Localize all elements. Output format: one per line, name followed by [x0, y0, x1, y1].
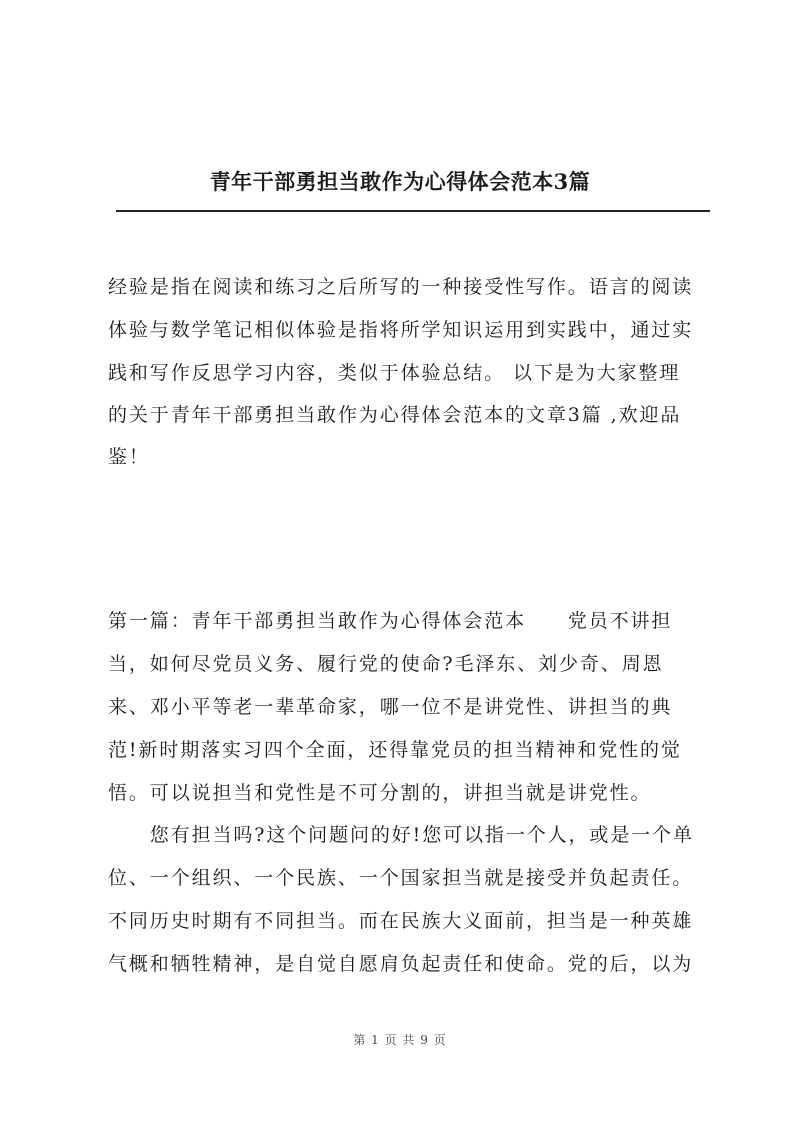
text-line: 经验是指在阅读和练习之后所写的一种接受性写作。语言的阅读 — [108, 276, 694, 298]
text-line: 不同历史时期有不同担当。而在民族大义面前，担当是一种英雄 — [108, 910, 694, 932]
document-title: 青年干部勇担当敢作为心得体会范本3篇 — [209, 169, 591, 194]
text-line: 气概和牺牲精神，是自觉自愿肩负起责任和使命。党的后，以为 — [108, 953, 694, 975]
text-line: 您有担当吗?这个问题问的好!您可以指一个人，或是一个单 — [108, 824, 694, 846]
text-line: 体验与数学笔记相似体验是指将所学知识运用到实践中，通过实 — [108, 319, 694, 341]
text-line: 范!新时期落实习四个全面，还得靠党员的担当精神和党性的觉 — [108, 739, 682, 761]
text-line: 位、一个组织、一个民族、一个国家担当就是接受并负起责任。 — [108, 867, 694, 889]
text-line: 的关于青年干部勇担当敢作为心得体会范本的文章3篇 ,欢迎品 — [108, 404, 682, 426]
page-footer: 第 1 页 共 9 页 — [353, 1033, 447, 1047]
text-line: 悟。可以说担当和党性是不可分割的，讲担当就是讲党性。 — [108, 782, 652, 804]
text-line: 当，如何尽党员义务、履行党的使命?毛泽东、刘少奇、周恩 — [108, 653, 664, 675]
title-divider — [116, 210, 710, 212]
text-line: 第一篇：青年干部勇担当敢作为心得体会范本 党员不讲担 — [108, 610, 673, 632]
text-line: 鉴！ — [108, 446, 150, 468]
text-line: 来、邓小平等老一辈革命家，哪一位不是讲党性、讲担当的典 — [108, 696, 673, 718]
text-line: 践和写作反思学习内容，类似于体验总结。 以下是为大家整理 — [108, 362, 681, 384]
